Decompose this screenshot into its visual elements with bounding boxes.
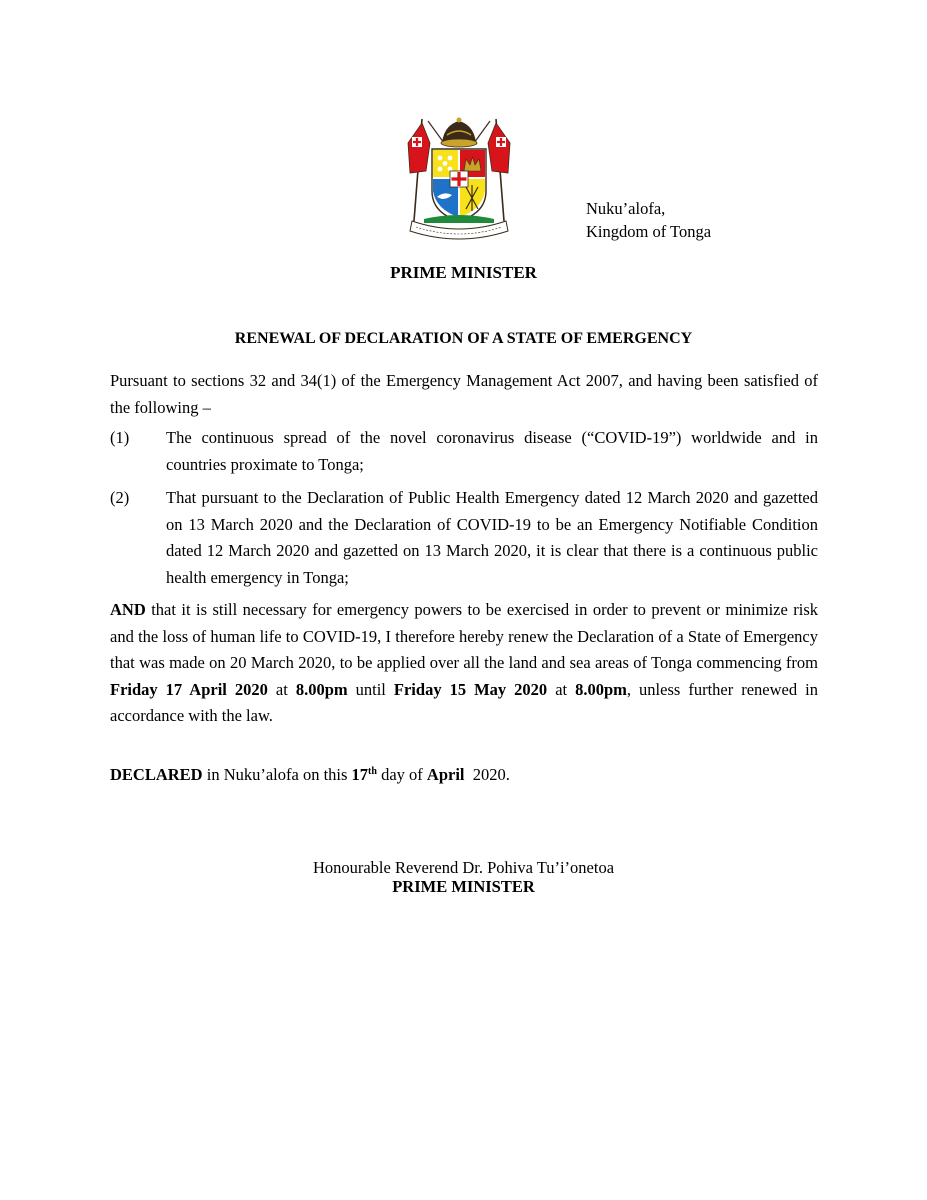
list-item xyxy=(110,425,818,478)
declared-day-suffix: th xyxy=(368,766,377,777)
list-item-number: (2) xyxy=(110,488,130,507)
declared-day: 17 xyxy=(351,765,369,784)
declared-lead: DECLARED xyxy=(110,765,203,784)
start-date: Friday 17 April 2020 xyxy=(110,679,268,699)
signatory-name: Honourable Reverend Dr. Pohiva Tu’i’onetoa xyxy=(312,858,615,877)
declared-text: in Nuku’alofa on this xyxy=(202,765,352,784)
resolution-at-2: at xyxy=(547,679,576,699)
resolution-at: at xyxy=(267,679,296,699)
resolution-paragraph xyxy=(110,597,818,730)
list-item xyxy=(110,485,818,591)
resolution-tail: , unless further renewed in accordance with the law. xyxy=(110,679,818,725)
end-date: Friday 15 May 2020 xyxy=(393,679,548,699)
end-time: 8.00pm xyxy=(575,679,627,699)
resolution-until: until xyxy=(347,679,394,699)
declared-line xyxy=(110,762,818,788)
resolution-lead: AND xyxy=(110,600,146,619)
place-block xyxy=(586,197,711,243)
declared-text-2: day of xyxy=(376,765,427,784)
place-city: Nuku’alofa, xyxy=(586,199,666,218)
resolution-text: that it is still necessary for emergency powers to be exercised in order to prevent or minimize risk and the loss of human life to COVID-19, I therefore hereby renew the Declaration of a State of Emergency that was made on 20 March 2020, to be applied over all the land and sea areas of Tonga commencing from xyxy=(110,600,818,672)
list-item-text: The continuous spread of the novel coronavirus disease (“COVID-19”) worldwide and in countries proximate to Tonga; xyxy=(166,428,818,474)
coat-of-arms-emblem xyxy=(404,113,514,241)
declared-month: April xyxy=(426,765,465,784)
office-heading: PRIME MINISTER xyxy=(390,263,537,282)
place-country: Kingdom of Tonga xyxy=(586,222,712,241)
list-item-text: That pursuant to the Declaration of Public Health Emergency dated 12 March 2020 and gazetted on 13 March 2020 and the Declaration of COVID-19 to be an Emergency Notifiable Condition dated 12 March 2020 and gazetted on 13 March 2020, it is clear that there is a continuous public health emergency in Tonga; xyxy=(166,488,818,587)
signatory-title: PRIME MINISTER xyxy=(392,877,535,896)
intro-paragraph: Pursuant to sections 32 and 34(1) of the Emergency Management Act 2007, and having been satisfied of the following – xyxy=(110,371,818,417)
document-title: RENEWAL OF DECLARATION OF A STATE OF EMERGENCY xyxy=(234,330,693,347)
declared-year: 2020. xyxy=(464,765,510,784)
list-item-number: (1) xyxy=(110,428,130,447)
start-time: 8.00pm xyxy=(295,679,348,699)
